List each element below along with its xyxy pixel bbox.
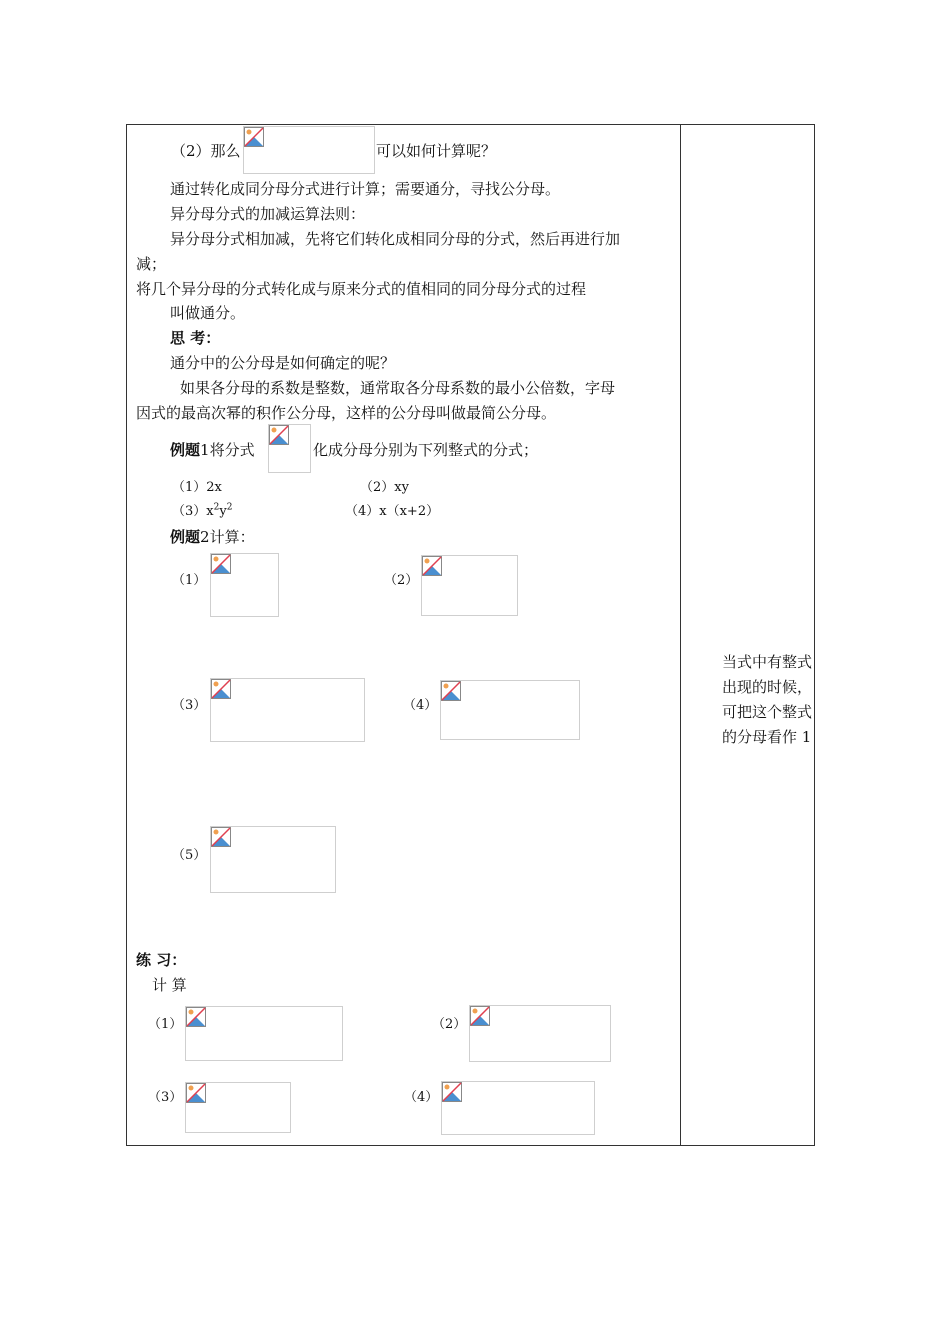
- item-text: y: [219, 504, 227, 519]
- practice-item: （3）: [148, 1090, 183, 1105]
- text-line: 异分母分式相加减，先将它们转化成相同分母的分式，然后再进行加: [170, 230, 621, 248]
- superscript: 2: [213, 502, 220, 513]
- formula-image-placeholder: [185, 1082, 291, 1133]
- example-1-item: （2）xy: [360, 480, 409, 495]
- formula-image-placeholder: [210, 826, 336, 893]
- example-1-text: 化成分母分别为下列整式的分式；: [313, 441, 539, 459]
- think-heading: 思 考：: [170, 329, 221, 347]
- formula-image-placeholder: [210, 678, 365, 742]
- broken-image-icon: [244, 127, 264, 147]
- example-1-item: （1）2x: [172, 480, 222, 495]
- lesson-table: [126, 124, 815, 1146]
- question-2-suffix: 可以如何计算呢？: [376, 142, 497, 160]
- broken-image-icon: [441, 681, 461, 701]
- example-1-heading: [170, 441, 255, 459]
- formula-image-placeholder: [210, 553, 279, 617]
- broken-image-icon: [211, 679, 231, 699]
- column-divider: [680, 124, 681, 1146]
- example-2-item: （3）: [172, 698, 207, 713]
- example-2-item: （5）: [172, 848, 207, 863]
- text-line: 如果各分母的系数是整数，通常取各分母系数的最小公倍数，字母: [180, 379, 616, 397]
- item-text: （3）x: [172, 504, 214, 519]
- text-line: 减；: [136, 255, 167, 273]
- practice-item: （1）: [148, 1017, 183, 1032]
- formula-image-placeholder: [441, 1081, 595, 1135]
- practice-item: （4）: [404, 1090, 439, 1105]
- text-line: 异分母分式的加减运算法则：: [170, 205, 366, 223]
- example-text: 计算：: [209, 528, 255, 546]
- example-2-heading: [170, 528, 255, 546]
- text-line: 通分中的公分母是如何确定的呢？: [170, 354, 396, 372]
- practice-subtitle: 计 算: [152, 976, 187, 994]
- formula-image-placeholder: [421, 555, 518, 616]
- example-number: 1: [200, 441, 210, 459]
- formula-image-placeholder: [268, 424, 311, 473]
- broken-image-icon: [186, 1083, 206, 1103]
- example-1-item: [172, 504, 232, 520]
- text-line: 将几个异分母的分式转化成与原来分式的值相同的同分母分式的过程: [136, 280, 587, 298]
- side-note: 当式中有整式出现的时候，可把这个整式的分母看作 1: [722, 653, 813, 746]
- formula-image-placeholder: [469, 1005, 611, 1062]
- text-line: 通过转化成同分母分式进行计算；需要通分，寻找公分母。: [170, 180, 561, 198]
- formula-image-placeholder: [243, 126, 375, 174]
- example-2-item: （4）: [403, 698, 438, 713]
- broken-image-icon: [470, 1006, 490, 1026]
- example-label: 例题: [170, 441, 201, 459]
- text-line: 因式的最高次幂的积作公分母，这样的公分母叫做最简公分母。: [136, 404, 557, 422]
- example-label: 例题: [170, 528, 201, 546]
- question-2-prefix: （2）那么: [171, 142, 241, 160]
- example-text: 将分式: [209, 441, 255, 459]
- broken-image-icon: [211, 827, 231, 847]
- text-line: 叫做通分。: [170, 304, 246, 322]
- example-2-item: （1）: [172, 573, 207, 588]
- broken-image-icon: [211, 554, 231, 574]
- broken-image-icon: [422, 556, 442, 576]
- practice-heading: 练 习：: [136, 951, 187, 969]
- practice-item: （2）: [432, 1017, 467, 1032]
- broken-image-icon: [442, 1082, 462, 1102]
- broken-image-icon: [186, 1007, 206, 1027]
- broken-image-icon: [269, 425, 289, 445]
- formula-image-placeholder: [185, 1006, 343, 1061]
- superscript: 2: [226, 502, 233, 513]
- formula-image-placeholder: [440, 680, 580, 740]
- example-number: 2: [200, 528, 210, 546]
- example-2-item: （2）: [384, 573, 419, 588]
- example-1-item: （4）x（x+2）: [345, 504, 440, 519]
